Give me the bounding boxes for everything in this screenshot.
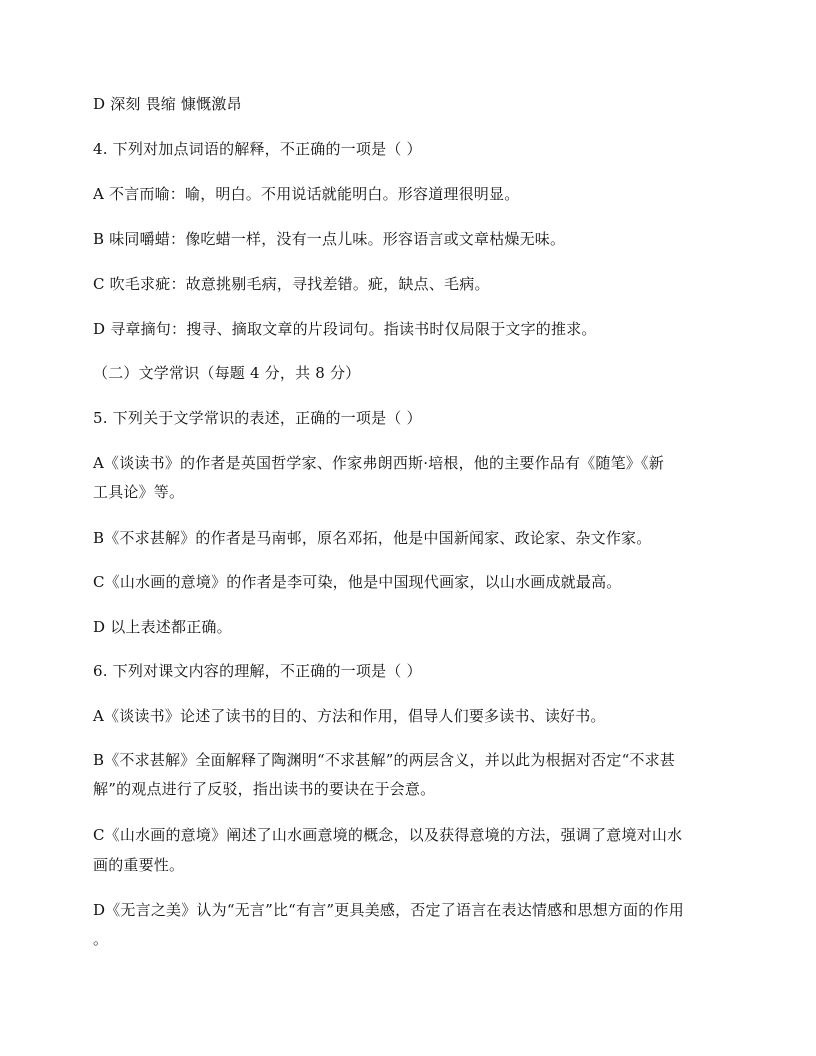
q5-stem: 5. 下列关于文学常识的表述，正确的一项是（ ） <box>93 409 422 427</box>
q4-option-d: D 寻章摘句：搜寻、摘取文章的片段词句。指读书时仅局限于文字的推求。 <box>93 320 597 338</box>
q3-option-d: D 深刻 畏缩 慷慨激昂 <box>93 95 242 113</box>
q6-stem: 6. 下列对课文内容的理解，不正确的一项是（ ） <box>93 662 422 680</box>
q6-option-c-line2: 画的重要性。 <box>93 856 185 874</box>
q5-option-a-line1: A《谈读书》的作者是英国哲学家、作家弗朗西斯·培根，他的主要作品有《随笔》《新 <box>93 454 664 472</box>
q6-option-a: A《谈读书》论述了读书的目的、方法和作用，倡导人们要多读书、读好书。 <box>93 707 606 725</box>
q6-option-b-line2: 解”的观点进行了反驳，指出读书的要诀在于会意。 <box>93 780 436 798</box>
section-heading: （二）文学常识（每题 4 分，共 8 分） <box>93 364 361 382</box>
q6-option-c-line1: C《山水画的意境》阐述了山水画意境的概念，以及获得意境的方法，强调了意境对山水 <box>93 826 683 844</box>
q5-option-a-line2: 工具论》等。 <box>93 483 185 501</box>
q5-option-c: C《山水画的意境》的作者是李可染，他是中国现代画家，以山水画成就最高。 <box>93 573 622 591</box>
q6-option-d-line2: 。 <box>93 930 109 948</box>
q4-stem: 4. 下列对加点词语的解释，不正确的一项是（ ） <box>93 140 422 158</box>
q5-option-b: B《不求甚解》的作者是马南邨，原名邓拓，他是中国新闻家、政论家、杂文作家。 <box>93 529 652 547</box>
q5-option-d: D 以上表述都正确。 <box>93 618 232 636</box>
q4-option-a: A 不言而喻：喻，明白。不用说话就能明白。形容道理很明显。 <box>93 185 520 203</box>
q4-option-c: C 吹毛求疵：故意挑剔毛病，寻找差错。疵，缺点、毛病。 <box>93 275 490 293</box>
q4-option-b: B 味同嚼蜡：像吃蜡一样，没有一点儿味。形容语言或文章枯燥无味。 <box>93 230 566 248</box>
q6-option-d-line1: D《无言之美》认为“无言”比“有言”更具美感，否定了语言在表达情感和思想方面的作用 <box>93 901 684 919</box>
q6-option-b-line1: B《不求甚解》全面解释了陶渊明“不求甚解”的两层含义，并以此为根据对否定“不求甚 <box>93 751 676 769</box>
